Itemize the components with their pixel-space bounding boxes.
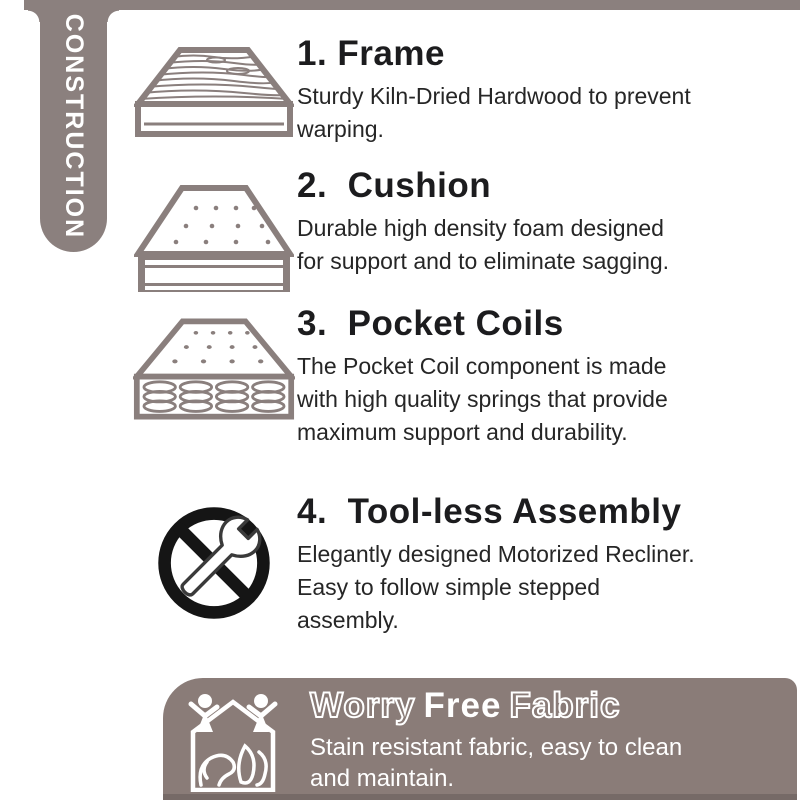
worry-free-fabric-banner — [163, 678, 797, 800]
banner-title-free: Free — [423, 686, 502, 725]
section-pocket-coils — [133, 306, 787, 449]
section-1-description: Sturdy Kiln-Dried Hardwood to prevent warping. — [297, 82, 691, 142]
frame-icon-box — [133, 36, 295, 140]
section-cushion — [133, 168, 787, 294]
section-tool-less-assembly — [133, 494, 787, 637]
section-2-heading: 2. Cushion — [297, 166, 492, 205]
pocket-coils-icon — [133, 315, 295, 423]
tab-fillet-left — [28, 10, 40, 22]
section-4-description: Elegantly designed Motorized Recliner. Easy to follow simple stepped assembly. — [297, 540, 695, 633]
banner-subtitle: Stain resistant fabric, easy to clean and maintain. — [310, 734, 683, 792]
tab-fillet-right — [107, 10, 119, 22]
section-frame — [133, 36, 787, 146]
section-2-description: Durable high density foam designed for support and to eliminate sagging. — [297, 214, 670, 274]
section-1-heading: 1. Frame — [297, 34, 445, 73]
banner-title-fabric: Fabric — [509, 686, 621, 725]
no-tools-icon — [151, 500, 277, 626]
wood-plank-icon — [134, 46, 294, 140]
section-3-heading: 3. Pocket Coils — [297, 304, 564, 343]
family-pet-house-icon — [183, 690, 283, 792]
top-edge-strip — [24, 0, 800, 10]
construction-label: CONSTRUCTION — [60, 13, 89, 239]
no-tools-icon-box — [133, 494, 295, 626]
section-4-heading: 4. Tool-less Assembly — [297, 492, 682, 531]
cushion-icon-box — [133, 168, 295, 294]
construction-tab — [40, 0, 107, 252]
pocket-coils-icon-box — [133, 306, 295, 423]
banner-title-worry: Worry — [310, 686, 416, 725]
section-3-description: The Pocket Coil component is made with high quality springs that provide maximum support and durability. — [297, 352, 668, 445]
banner-title — [310, 686, 682, 726]
cushion-icon — [134, 184, 294, 294]
